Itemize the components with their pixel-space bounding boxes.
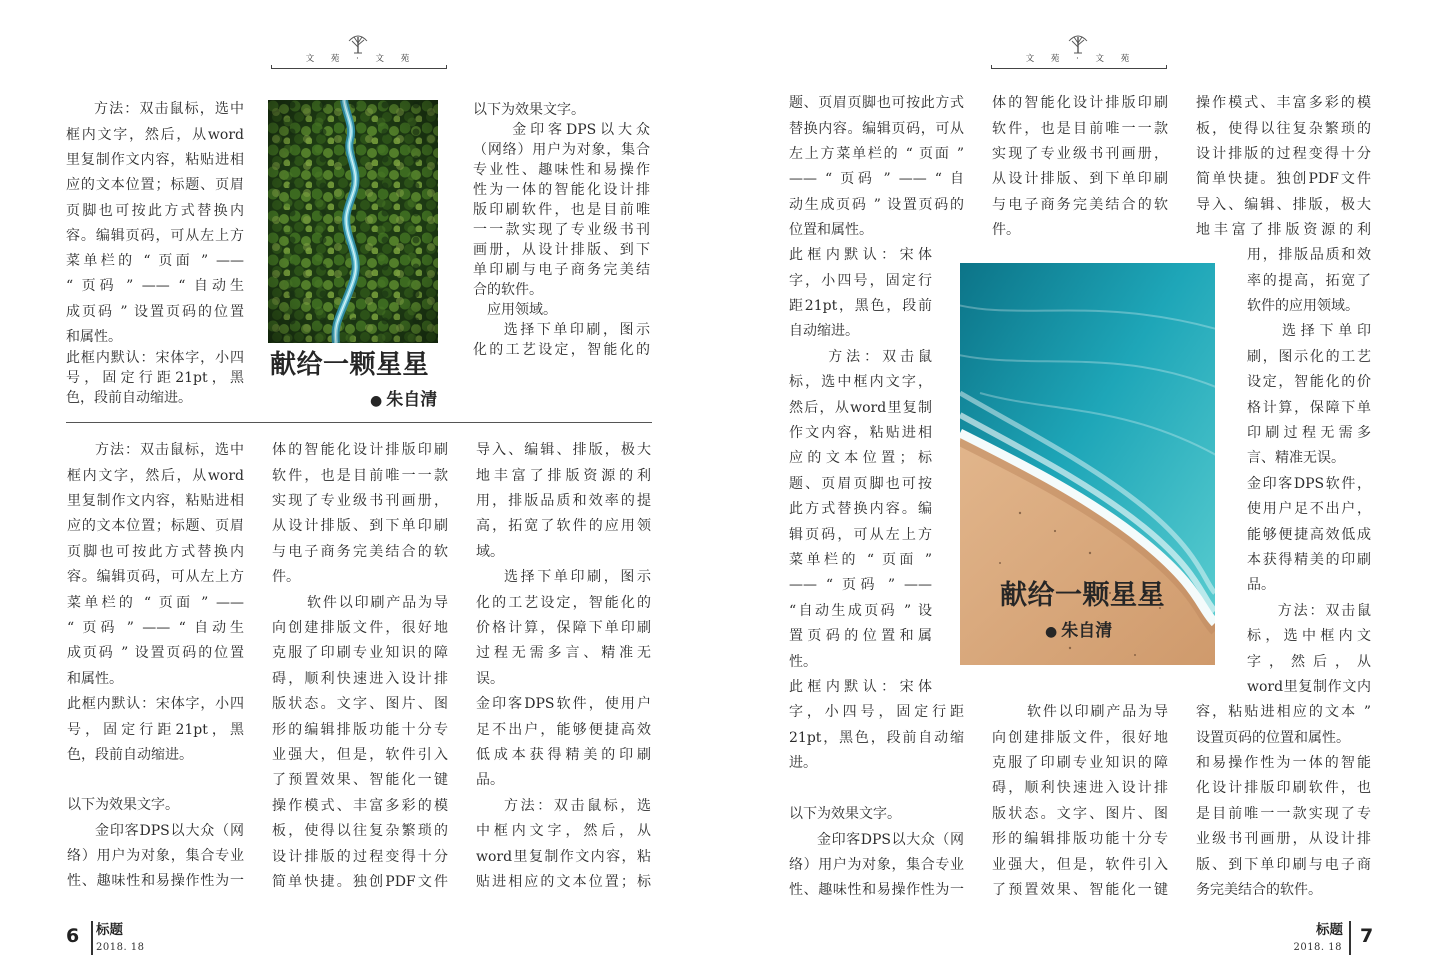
text-line: 版印刷软件，也是目前唯: [473, 202, 650, 218]
text-line: 是目前唯一一款实现了专: [1196, 805, 1371, 822]
text-line: 版状态。文字、图片、图: [272, 696, 448, 713]
text-line: 导入、编辑、排版，极大: [1196, 196, 1371, 213]
text-line: 金印客DPS以大众（网: [95, 822, 244, 839]
text-line: “自动生成页码 ” 设: [789, 602, 932, 619]
text-line: 合的软件。: [473, 282, 543, 298]
text-line: 里复制作文内容，粘贴进相: [66, 151, 244, 168]
text-line: 碍，顺利快速进入设计排: [272, 670, 448, 687]
text-line: 题、页眉页脚也可按此方式: [789, 95, 964, 112]
text-line: 金印客DPS以大众（网: [817, 831, 964, 848]
text-line: 体的智能化设计排版印刷: [992, 95, 1168, 112]
text-line: 性、趣味性和易操作性为一: [67, 873, 244, 890]
text-line: 以下为效果文字。: [67, 797, 179, 814]
text-line: 方法：双击鼠标，选中: [94, 101, 244, 118]
text-line: 动生成页码 ” 设置页码的: [789, 196, 964, 213]
text-line: 从设计排版、到下单印刷: [272, 518, 448, 535]
text-line: 实现了专业级书刊画册，: [992, 146, 1168, 163]
text-line: 本获得精美的印刷: [1247, 551, 1371, 568]
article-author-line: [1045, 621, 1112, 642]
text-line: —— “ 页码 ” —— “ 自: [789, 171, 964, 188]
left-top-col1-note: [66, 348, 244, 408]
text-line: 了预置效果、智能化一键: [992, 882, 1168, 899]
header-text: 文 苑 · 文 苑: [305, 54, 417, 64]
text-line: 应的文本位置；标题、页眉: [67, 518, 244, 535]
text-line: 印刷过程无需多: [1247, 425, 1371, 442]
text-line: 色，段前自动缩进。: [66, 390, 192, 406]
text-line: 能够便捷高效低成: [1247, 526, 1371, 543]
text-line: 置页码的位置和属: [789, 628, 932, 645]
text-line: 专业性、趣味性和易操作: [473, 162, 650, 178]
text-line: 设定，智能化的价: [1247, 374, 1371, 391]
left-top-col3-text: [473, 100, 650, 360]
text-line: 选择下单印刷，图示: [504, 569, 651, 586]
text-line: 金印客DPS软件，使用户: [476, 696, 651, 713]
text-line: 应的文本位置；标: [789, 450, 932, 467]
text-line: 件。: [992, 222, 1020, 239]
text-line: 件。: [272, 569, 300, 586]
text-line: 地丰富了排版资源的利: [1196, 222, 1371, 239]
text-line: 单印刷与电子商务完美结: [473, 262, 650, 278]
text-line: 化的工艺设定，智能化的: [476, 594, 651, 611]
text-line: 用，排版品质和效: [1247, 247, 1371, 264]
text-line: 简单快捷。独创PDF文件: [1196, 171, 1371, 188]
text-line: 络）用户为对象，集合专业: [789, 857, 964, 874]
right-col3-text-wrap: [1247, 243, 1371, 700]
text-line: 距21pt，黑色，段前: [789, 298, 932, 315]
footer-divider: [91, 921, 93, 955]
text-line: 21pt，黑色，段前自动缩: [789, 729, 964, 746]
text-line: 框内文字，然后，从word: [66, 126, 244, 143]
text-line: 一一款实现了专业级书刊: [473, 222, 650, 238]
text-line: 地丰富了排版资源的利: [476, 467, 651, 484]
text-line: 操作模式、丰富多彩的模: [1196, 95, 1371, 112]
right-col2-text: [992, 91, 1168, 243]
text-line: “ 页码 ” —— “ 自动生: [66, 278, 244, 295]
right-col1-text-wrap: [789, 243, 932, 700]
text-line: 版状态。文字、图片、图: [992, 805, 1168, 822]
text-line: 成页码 ” 设置页码的位置: [67, 645, 244, 662]
page-number: 7: [1360, 925, 1374, 947]
text-line: 克服了印刷专业知识的障: [272, 645, 448, 662]
text-line: 版、到下单印刷与电子商: [1196, 856, 1371, 873]
text-line: 容。编辑页码，可从左上方: [67, 569, 244, 586]
text-line: 体的智能化设计排版印刷: [272, 442, 448, 459]
text-line: 容，粘贴进相应的文本 ”: [1196, 704, 1371, 721]
text-line: 高，拓宽了软件的应用领: [476, 518, 651, 535]
text-line: 辑页码，可从左上方: [789, 526, 932, 543]
text-line: 作文内容，粘贴进相: [789, 425, 932, 442]
text-line: 了预置效果、智能化一键: [272, 772, 448, 789]
text-line: 以下为效果文字。: [789, 806, 901, 823]
text-line: 自动缩进。: [789, 323, 859, 340]
header-rule: [271, 68, 447, 69]
text-line: 字，小四号，固定行距: [789, 704, 964, 721]
text-line: 刷，图示化的工艺: [1247, 348, 1371, 365]
text-line: 里复制作文内容，粘贴进相: [67, 493, 244, 510]
text-line: 方法：双击鼠标，选: [504, 797, 651, 814]
text-line: 形的编辑排版功能十分专: [272, 721, 448, 738]
text-line: 低成本获得精美的印刷: [476, 746, 651, 763]
text-line: 足不出户，能够便捷高效: [476, 721, 651, 738]
text-line: 方法：双击鼠: [828, 348, 932, 365]
text-line: 成页码 ” 设置页码的位置: [66, 303, 244, 320]
right-col1-text-cont: [789, 700, 964, 776]
text-line: 设计排版的过程变得十分: [1196, 146, 1371, 163]
article-author-line: [370, 390, 437, 411]
text-line: 软件的应用领域。: [1247, 298, 1359, 315]
text-line: 向创建排版文件，很好地: [992, 729, 1168, 746]
text-line: 和属性。: [67, 670, 123, 687]
article-title: 献给一颗星星: [1000, 580, 1165, 611]
text-line: 设置页码的位置和属性。: [1196, 729, 1350, 746]
text-line: 贴进相应的文本位置；标: [476, 873, 651, 890]
bullet-icon: ●: [1045, 624, 1058, 640]
text-line: 以下为效果文字。: [473, 102, 585, 118]
text-line: 形的编辑排版功能十分专: [992, 831, 1168, 848]
text-line: 方法：双击鼠: [1277, 602, 1371, 619]
text-line: 号，固定行距21pt，黑: [67, 721, 244, 738]
text-line: 务完美结合的软件。: [1196, 882, 1322, 899]
text-line: 替换内容。编辑页码，可从: [789, 120, 964, 137]
text-line: 中框内文字，然后，从: [476, 823, 651, 840]
text-line: 容。编辑页码，可从左上方: [66, 227, 244, 244]
left-bottom-col1-text: [67, 438, 244, 768]
text-line: 软件，也是目前唯一一款: [272, 467, 448, 484]
text-line: 简单快捷。独创PDF文件: [272, 873, 448, 890]
article-author: 朱自清: [386, 390, 438, 410]
text-line: “ 页码 ” —— “ 自动生: [67, 620, 244, 637]
header-text: 文 苑 · 文 苑: [1025, 54, 1137, 64]
text-line: 向创建排版文件，很好地: [272, 620, 448, 637]
text-line: 性为一体的智能化设计排: [473, 182, 650, 198]
text-line: 误。: [476, 670, 504, 687]
text-line: 率的提高，拓宽了: [1247, 272, 1371, 289]
text-line: 左上方菜单栏的 “ 页面 ”: [789, 146, 964, 163]
text-line: 用，排版品质和效率的提: [476, 493, 651, 510]
text-line: 碍，顺利快速进入设计排: [992, 780, 1168, 797]
text-line: 克服了印刷专业知识的障: [992, 755, 1168, 772]
text-line: 和易操作性为一体的智能: [1196, 755, 1371, 772]
text-line: 业强大，但是，软件引入: [272, 746, 448, 763]
text-line: 然后，从word里复制: [789, 399, 932, 416]
footer-issue: 2018. 18: [1293, 942, 1342, 953]
text-line: 标，选中框内文字，: [789, 374, 932, 391]
text-line: 金印客DPS以大众: [512, 122, 650, 138]
text-line: 页脚也可按此方式替换内: [66, 202, 244, 219]
text-line: 此框内默认：宋体: [789, 678, 932, 695]
text-line: 选择下单印: [1282, 323, 1371, 340]
text-line: 号，固定行距21pt，黑: [66, 370, 244, 386]
right-col3-text-cont: [1196, 700, 1371, 903]
text-line: 题、页眉页脚也可按: [789, 475, 932, 492]
text-line: 此框内默认：宋体: [789, 247, 932, 264]
left-bottom-col2-text: [272, 438, 448, 895]
text-line: 页脚也可按此方式替换内: [67, 543, 244, 560]
text-line: 与电子商务完美结合的软: [992, 196, 1168, 213]
text-line: 此方式替换内容。编: [789, 501, 932, 518]
text-line: 价格计算，保障下单印刷: [476, 620, 651, 637]
text-line: 性、趣味性和易操作性为一: [789, 882, 964, 899]
text-line: 业强大，但是，软件引入: [992, 856, 1168, 873]
text-line: 格计算，保障下单: [1247, 399, 1371, 416]
text-line: word里复制作文内容，粘: [476, 848, 651, 865]
left-bottom-col3-text: [476, 438, 651, 895]
footer-title: 标题: [1316, 922, 1343, 938]
text-line: 导入、编辑、排版，极大: [476, 442, 651, 459]
right-col3-text: [1196, 91, 1371, 243]
footer-title: 标题: [96, 922, 123, 938]
text-line: 菜单栏的 “ 页面 ” ——: [66, 253, 244, 270]
text-line: 和属性。: [66, 329, 122, 346]
text-line: 设计排版的过程变得十分: [272, 848, 448, 865]
text-line: 方法：双击鼠标，选中: [95, 442, 244, 459]
text-line: 此框内默认：宋体字，小四: [66, 350, 244, 366]
text-line: 位置和属性。: [789, 222, 873, 239]
text-line: 过程无需多言、精准无: [476, 645, 651, 662]
bullet-icon: ●: [370, 393, 383, 409]
text-line: 性。: [789, 653, 817, 670]
text-line: —— “ 页码 ” ——: [789, 577, 932, 594]
text-line: 软件，也是目前唯一一款: [992, 120, 1168, 137]
text-line: 业级书刊画册，从设计排: [1196, 831, 1371, 848]
text-line: 菜单栏的 “ 页面 ”: [789, 551, 932, 568]
text-line: 画册，从设计排版、到下: [473, 242, 650, 258]
text-line: 板，使得以往复杂繁琐的: [1196, 120, 1371, 137]
text-line: 应的文本位置；标题、页眉: [66, 177, 244, 194]
text-line: 品。: [476, 772, 504, 789]
text-line: 标，选中框内文: [1247, 628, 1371, 645]
right-col1-text-end: [789, 802, 964, 904]
text-line: 言、精准无误。: [1247, 450, 1345, 467]
section-divider: [66, 422, 652, 423]
feature-photo: [268, 100, 438, 343]
text-line: 从设计排版、到下单印刷: [992, 171, 1168, 188]
text-line: 进。: [789, 755, 817, 772]
text-line: 色，段前自动缩进。: [67, 746, 193, 763]
right-col2-text-cont: [992, 700, 1168, 903]
text-line: 品。: [1247, 577, 1275, 594]
article-title: 献给一颗星星: [270, 350, 430, 380]
text-line: 字，小四号，固定行: [789, 272, 932, 289]
text-line: 字，然后，从: [1247, 653, 1371, 670]
header-rule: [991, 68, 1167, 69]
text-line: 此框内默认：宋体字，小四: [67, 696, 244, 713]
text-line: 操作模式、丰富多彩的模: [272, 797, 448, 814]
text-line: 域。: [476, 543, 504, 560]
left-top-col1-text: [66, 97, 244, 350]
text-line: 板，使得以往复杂繁琐的: [272, 823, 448, 840]
text-line: 菜单栏的 “ 页面 ” ——: [67, 594, 244, 611]
text-line: 实现了专业级书刊画册，: [272, 493, 448, 510]
footer-divider: [1349, 921, 1351, 955]
text-line: 化设计排版印刷软件，也: [1196, 780, 1371, 797]
tree-icon: [346, 32, 370, 54]
article-author: 朱自清: [1061, 621, 1113, 641]
text-line: 软件以印刷产品为导: [1027, 704, 1168, 721]
text-line: （网络）用户为对象，集合: [473, 142, 650, 158]
tree-icon: [1066, 32, 1090, 54]
text-line: 应用领域。: [487, 302, 557, 318]
text-line: 络）用户为对象，集合专业: [67, 848, 244, 865]
text-line: 金印客DPS软件，: [1247, 475, 1371, 492]
right-col1-text: [789, 91, 964, 243]
footer-issue: 2018. 18: [96, 942, 145, 953]
text-line: 软件以印刷产品为导: [307, 594, 448, 611]
text-line: 选择下单印刷，图示: [503, 322, 650, 338]
text-line: 化的工艺设定，智能化的: [473, 342, 650, 358]
text-line: 使用户足不出户，: [1247, 501, 1371, 518]
page-number: 6: [66, 925, 80, 947]
text-line: 与电子商务完美结合的软: [272, 543, 448, 560]
left-bottom-col1-text-cont: [67, 793, 244, 895]
text-line: word里复制作文内: [1247, 678, 1371, 695]
text-line: 框内文字，然后，从word: [67, 467, 244, 484]
